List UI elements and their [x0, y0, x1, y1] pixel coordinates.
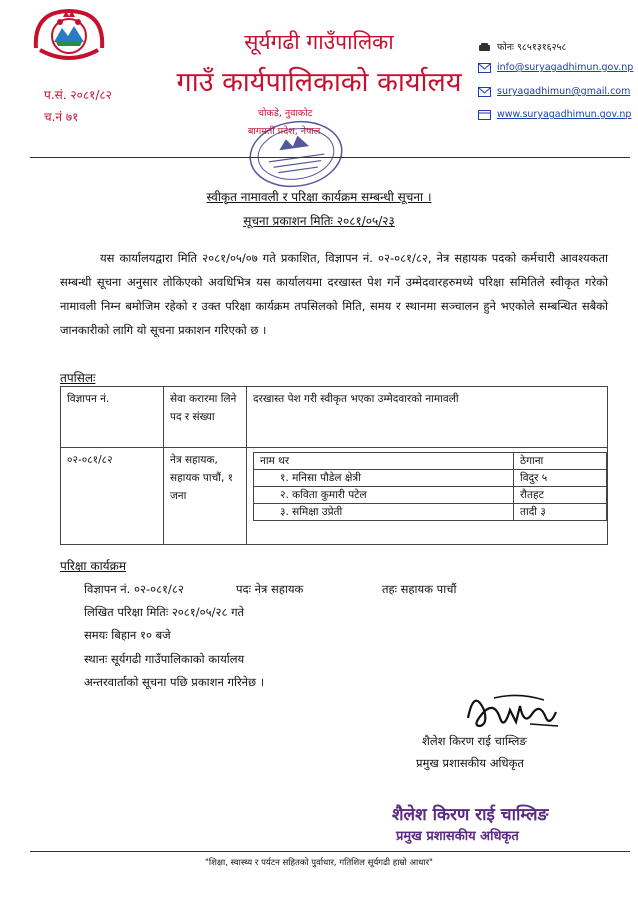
- exam-venue: स्थानः सूर्यगढी गाउँपालिकाको कार्यालय: [84, 652, 245, 666]
- address-line-2: बागमती प्रदेश, नेपाल: [248, 126, 321, 137]
- candidate-address: तादी ३: [514, 504, 607, 521]
- exam-adv-number: विज्ञापन नं. ०२-०८१/८२: [84, 582, 184, 596]
- signatory-designation: प्रमुख प्रशासकीय अधिकृत: [416, 756, 524, 770]
- names-table: [253, 452, 607, 521]
- exam-heading: परिक्षा कार्यक्रम: [60, 559, 127, 573]
- office-name: सूर्यगढी गाउँपालिका: [244, 30, 394, 54]
- exam-level: तहः सहायक पाचौं: [382, 582, 457, 596]
- exam-post: पदः नेत्र सहायक: [236, 582, 304, 596]
- table-row: [61, 448, 608, 545]
- address-line-1: चोकडे, नुवाकोट: [258, 108, 313, 119]
- phone-contact: [478, 40, 566, 53]
- email-contact[interactable]: [478, 62, 633, 73]
- gmail-icon: [478, 87, 491, 97]
- designation-stamp: प्रमुख प्रशासकीय अधिकृत: [396, 829, 519, 844]
- col-post-header: सेवा करारमा लिने पद र संख्या: [164, 387, 247, 448]
- notice-subject: स्वीकृत नामावली र परिक्षा कार्यक्रम सम्बन्धी सूचना ।: [206, 190, 432, 204]
- footer-divider: [30, 851, 630, 852]
- candidate-name: २. कविता कुमारी पटेल: [254, 487, 514, 504]
- website-link[interactable]: www.suryagadhimun.gov.np: [497, 109, 632, 120]
- gmail-link[interactable]: suryagadhimun@gmail.com: [497, 86, 631, 97]
- adv-number: ०२-०८१/८२: [61, 448, 164, 545]
- exam-time: समयः बिहान १० बजे: [84, 628, 171, 642]
- candidate-address: रौतहट: [514, 487, 607, 504]
- post-name: नेत्र सहायक, सहायक पाचौं, १ जना: [164, 448, 247, 545]
- gmail-contact[interactable]: [478, 86, 630, 97]
- address-header: ठेगाना: [514, 453, 607, 470]
- publish-date: सूचना प्रकाशन मितिः २०८१/०५/२३: [243, 214, 395, 228]
- signatory-name: शैलेश किरण राई चाम्लिङ: [422, 734, 527, 748]
- web-icon: [478, 110, 491, 120]
- col-adv-header: विज्ञापन नं.: [61, 387, 164, 448]
- name-stamp: शैलेश किरण राई चाम्लिङ: [392, 805, 549, 825]
- header-divider: [30, 157, 630, 158]
- email-link[interactable]: info@suryagadhimun.gov.np: [497, 62, 634, 73]
- candidate-name: ३. समिक्षा उप्रेती: [254, 504, 514, 521]
- footer-motto: "शिक्षा, स्वास्थ्य र पर्यटन सहितको पुर्वाधार, गतिशिल सूर्यगढी हाम्रो आधार": [205, 858, 433, 868]
- table-header-row: [61, 387, 608, 448]
- candidates-table: [60, 386, 608, 545]
- list-item: [254, 487, 607, 504]
- phone-number: फोनः ९८५१३१६२५८: [497, 42, 567, 53]
- office-title: गाउँ कार्यपालिकाको कार्यालय: [176, 67, 462, 98]
- notice-body: यस कार्यालयद्वारा मिति २०८१/०५/०७ गते प्रकाशित, विज्ञापन नं. ०२-०८१/८२, नेत्र सहायक पदको कर्मचारी आवश्यकता सम्बन्धी सूचना अनुसार तोकिएको अवधिभित्र यस कार्यालयमा दरखास्त पेश गर्ने उम्मेदवारहरुमध्ये परिक्षा समितिले स्वीकृत गरेको नामावली निम्न बमोजिम रहेको र उक्त परिक्षा कार्यक्रम तपसिलको मिति, समय र स्थानमा सञ्चालन हुने भएकोले सम्बन्धित सबैको जानकारीको लागि यो सूचना प्रकाशन गरिएको छ ।: [60, 251, 608, 337]
- email-icon: [478, 63, 491, 73]
- names-cell: [247, 448, 608, 545]
- dispatch-number: च.नं ७१: [44, 110, 79, 124]
- candidate-address: विदुर ५: [514, 470, 607, 487]
- signature-icon: [460, 680, 564, 740]
- list-item: [254, 504, 607, 521]
- reference-number: प.सं. २०८१/८२: [44, 88, 112, 102]
- name-header: नाम थर: [254, 453, 514, 470]
- col-names-header: दरखास्त पेश गरी स्वीकृत भएका उम्मेदवारको नामावली: [247, 387, 608, 448]
- list-item: [254, 470, 607, 487]
- names-header-row: [254, 453, 607, 470]
- details-heading: तपसिलः: [60, 371, 96, 385]
- interview-note: अन्तरवार्ताको सूचना पछि प्रकाशन गरिनेछ ।: [84, 675, 265, 689]
- candidate-name: १. मनिसा पौडेल क्षेत्री: [254, 470, 514, 487]
- written-exam-date: लिखित परिक्षा मितिः २०८१/०५/२८ गते: [84, 605, 245, 619]
- website-contact[interactable]: [478, 109, 631, 120]
- office-stamp-icon: [246, 118, 346, 190]
- phone-icon: [478, 42, 491, 52]
